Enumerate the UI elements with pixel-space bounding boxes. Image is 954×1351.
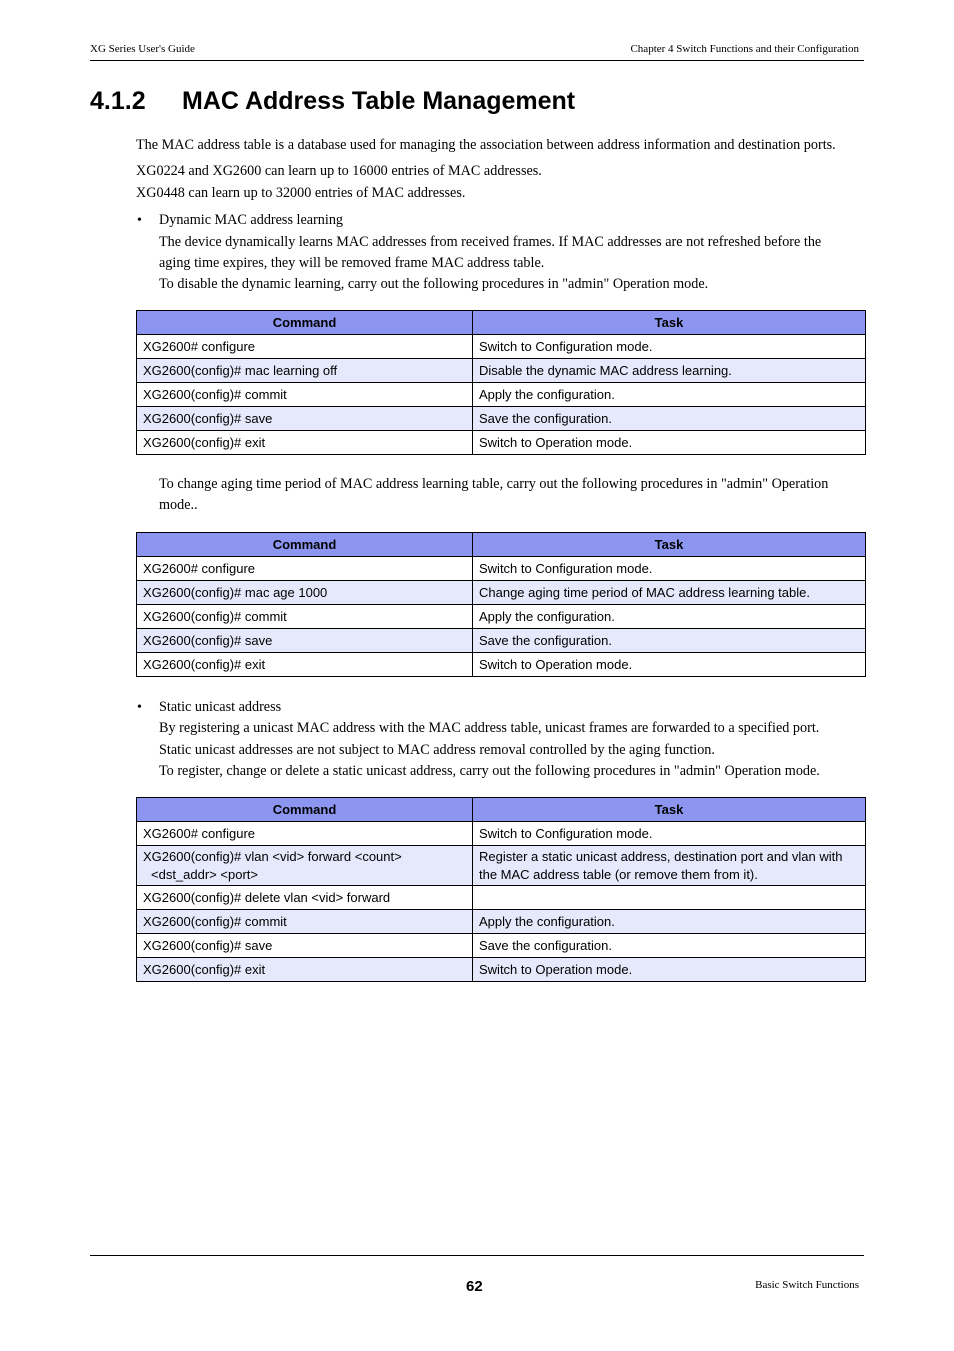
table-row xyxy=(137,383,866,407)
command-table-disable-learning xyxy=(136,310,866,455)
task-cell xyxy=(473,886,866,910)
command-cell: XG2600(config)# exit xyxy=(137,653,473,677)
command-cell: XG2600(config)# exit xyxy=(137,431,473,455)
command-cell: XG2600(config)# save xyxy=(137,629,473,653)
task-cell: Switch to Configuration mode. xyxy=(473,335,866,359)
bullet-text-line: To disable the dynamic learning, carry out the following procedures in "admin" Operation mode. xyxy=(159,276,709,292)
column-header-task: Task xyxy=(473,533,866,557)
command-line: XG2600(config)# vlan <vid> forward <count> xyxy=(143,848,402,864)
page-footer xyxy=(90,1255,864,1295)
intro-paragraph-1: The MAC address table is a database used for managing the association between address information and destination ports. xyxy=(136,137,836,153)
command-cell: XG2600(config)# commit xyxy=(137,910,473,934)
task-cell: Save the configuration. xyxy=(473,934,866,958)
table-row xyxy=(137,653,866,677)
command-cell: XG2600(config)# commit xyxy=(137,383,473,407)
command-cell: XG2600(config)# exit xyxy=(137,958,473,982)
bullet-title-static-unicast: Static unicast address xyxy=(159,699,282,715)
task-cell: Apply the configuration. xyxy=(473,910,866,934)
column-header-task: Task xyxy=(473,798,866,822)
task-cell: Switch to Configuration mode. xyxy=(473,557,866,581)
intro-paragraph-3: XG0448 can learn up to 32000 entries of MAC addresses. xyxy=(136,185,466,201)
bullet-text-line: To register, change or delete a static unicast address, carry out the following procedures in "admin" Operation mode. xyxy=(159,763,820,779)
page-number: 62 xyxy=(466,1278,483,1295)
table-row xyxy=(137,581,866,605)
page-header xyxy=(90,40,864,61)
command-line-continued: <dst_addr> <port> xyxy=(151,866,258,882)
table-row xyxy=(137,958,866,982)
command-cell: XG2600# configure xyxy=(137,335,473,359)
column-header-command: Command xyxy=(137,533,473,557)
table-row xyxy=(137,335,866,359)
table-row xyxy=(137,359,866,383)
table-row xyxy=(137,886,866,910)
table-row xyxy=(137,910,866,934)
task-cell: Switch to Operation mode. xyxy=(473,958,866,982)
aging-paragraph-line: mode.. xyxy=(159,497,198,513)
task-line: the MAC address table (or remove them from it). xyxy=(479,866,758,882)
section-title: MAC Address Table Management xyxy=(182,87,576,115)
table-header-row xyxy=(137,798,866,822)
section-number: 4.1.2 xyxy=(90,87,146,115)
section-heading xyxy=(90,86,575,116)
command-cell: XG2600(config)# mac learning off xyxy=(137,359,473,383)
table-row xyxy=(137,822,866,846)
task-cell: Apply the configuration. xyxy=(473,383,866,407)
command-table-static-unicast xyxy=(136,797,866,982)
command-table-aging-time xyxy=(136,532,866,677)
table-row xyxy=(137,431,866,455)
command-cell xyxy=(137,846,473,886)
task-cell xyxy=(473,846,866,886)
command-cell: XG2600# configure xyxy=(137,822,473,846)
task-cell: Disable the dynamic MAC address learning. xyxy=(473,359,866,383)
task-cell: Save the configuration. xyxy=(473,629,866,653)
header-doc-title: XG Series User's Guide xyxy=(90,43,195,55)
command-cell: XG2600(config)# delete vlan <vid> forward xyxy=(137,886,473,910)
bullet-marker: • xyxy=(137,213,142,228)
table-row xyxy=(137,934,866,958)
command-cell: XG2600# configure xyxy=(137,557,473,581)
table-row xyxy=(137,846,866,886)
aging-paragraph-line: To change aging time period of MAC address learning table, carry out the following procedures in "admin" Operation xyxy=(159,476,829,492)
task-cell: Switch to Operation mode. xyxy=(473,653,866,677)
column-header-command: Command xyxy=(137,798,473,822)
table-row xyxy=(137,557,866,581)
table-row xyxy=(137,629,866,653)
task-line: Register a static unicast address, destination port and vlan with xyxy=(479,848,843,864)
command-cell: XG2600(config)# mac age 1000 xyxy=(137,581,473,605)
bullet-text-line: aging time expires, they will be removed frame MAC address table. xyxy=(159,255,545,271)
table-header-row xyxy=(137,533,866,557)
bullet-title-dynamic-learning: Dynamic MAC address learning xyxy=(159,212,344,228)
table-row xyxy=(137,605,866,629)
table-row xyxy=(137,407,866,431)
column-header-task: Task xyxy=(473,311,866,335)
command-cell: XG2600(config)# save xyxy=(137,407,473,431)
task-cell: Save the configuration. xyxy=(473,407,866,431)
bullet-text-line: The device dynamically learns MAC addresses from received frames. If MAC addresses are not refreshed before the xyxy=(159,234,822,250)
table-header-row xyxy=(137,311,866,335)
task-cell: Apply the configuration. xyxy=(473,605,866,629)
bullet-text-line: By registering a unicast MAC address with the MAC address table, unicast frames are forwarded to a specified port. xyxy=(159,720,820,736)
header-chapter-title: Chapter 4 Switch Functions and their Configuration xyxy=(630,43,859,55)
intro-paragraph-2: XG0224 and XG2600 can learn up to 16000 entries of MAC addresses. xyxy=(136,163,542,179)
command-cell: XG2600(config)# save xyxy=(137,934,473,958)
bullet-text-line: Static unicast addresses are not subject to MAC address removal controlled by the aging function. xyxy=(159,742,715,758)
command-cell: XG2600(config)# commit xyxy=(137,605,473,629)
task-cell: Switch to Operation mode. xyxy=(473,431,866,455)
task-cell: Change aging time period of MAC address learning table. xyxy=(473,581,866,605)
bullet-marker: • xyxy=(137,700,142,715)
task-cell: Switch to Configuration mode. xyxy=(473,822,866,846)
column-header-command: Command xyxy=(137,311,473,335)
footer-section-name: Basic Switch Functions xyxy=(755,1279,859,1291)
